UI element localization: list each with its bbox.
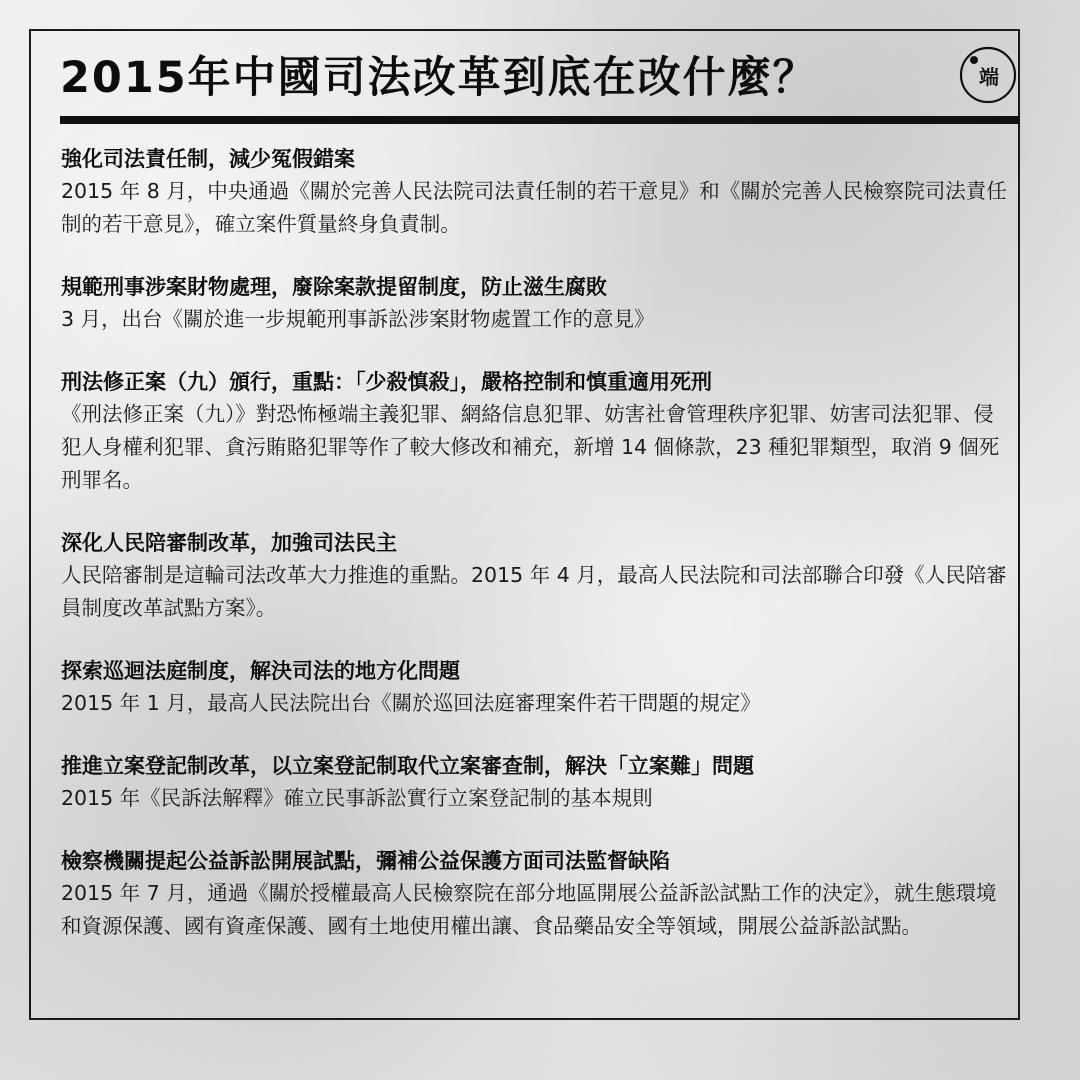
section-case-registration bbox=[61, 750, 1011, 815]
logo-text: 端 bbox=[979, 65, 999, 89]
section-body: 3 月，出台《關於進一步規範刑事訴訟涉案財物處置工作的意見》 bbox=[61, 307, 655, 331]
section-heading: 強化司法責任制，減少冤假錯案 bbox=[61, 147, 355, 171]
section-body: 2015 年 7 月，通過《關於授權最高人民檢察院在部分地區開展公益訴訟試點工作的決定》，就生態環境和資源保護、國有資產保護、國有土地使用權出讓、食品藥品安全等領域，開展公益訴訟試點。 bbox=[61, 881, 997, 938]
content bbox=[61, 143, 1011, 973]
section-heading: 刑法修正案（九）頒行，重點：「少殺慎殺」，嚴格控制和慎重適用死刑 bbox=[61, 370, 712, 394]
header bbox=[60, 44, 1020, 114]
section-body: 2015 年 8 月，中央通過《關於完善人民法院司法責任制的若干意見》和《關於完善人民檢察院司法責任制的若干意見》，確立案件質量終身負責制。 bbox=[61, 179, 1007, 236]
section-body: 2015 年《民訴法解釋》確立民事訴訟實行立案登記制的基本規則 bbox=[61, 786, 653, 810]
section-heading: 檢察機關提起公益訴訟開展試點，彌補公益保護方面司法監督缺陷 bbox=[61, 849, 670, 873]
section-criminal-property bbox=[61, 271, 1011, 336]
section-people-juror bbox=[61, 527, 1011, 625]
section-judicial-responsibility bbox=[61, 143, 1011, 241]
section-heading: 規範刑事涉案財物處理，廢除案款提留制度，防止滋生腐敗 bbox=[61, 275, 607, 299]
section-heading: 探索巡迴法庭制度，解決司法的地方化問題 bbox=[61, 659, 460, 683]
section-heading: 推進立案登記制改革，以立案登記制取代立案審查制，解決「立案難」問題 bbox=[61, 754, 754, 778]
title-rule bbox=[60, 116, 1020, 124]
section-body: 《刑法修正案（九）》對恐怖極端主義犯罪、網絡信息犯罪、妨害社會管理秩序犯罪、妨害司法犯罪、侵犯人身權利犯罪、貪污賄賂犯罪等作了較大修改和補充，新增 14 個條款，23 種犯罪類型，取消 9 個死刑罪名。 bbox=[61, 402, 1000, 492]
duan-media-logo-icon bbox=[959, 46, 1017, 104]
section-body: 人民陪審制是這輪司法改革大力推進的重點。2015 年 4 月，最高人民法院和司法部聯合印發《人民陪審員制度改革試點方案》。 bbox=[61, 563, 1007, 620]
section-circuit-court bbox=[61, 655, 1011, 720]
page-title: 2015年中國司法改革到底在改什麼？ bbox=[60, 53, 818, 103]
section-body: 2015 年 1 月，最高人民法院出台《關於巡回法庭審理案件若干問題的規定》 bbox=[61, 691, 761, 715]
section-criminal-amendment-nine bbox=[61, 366, 1011, 497]
section-public-interest-litigation bbox=[61, 845, 1011, 943]
section-heading: 深化人民陪審制改革，加強司法民主 bbox=[61, 531, 397, 555]
